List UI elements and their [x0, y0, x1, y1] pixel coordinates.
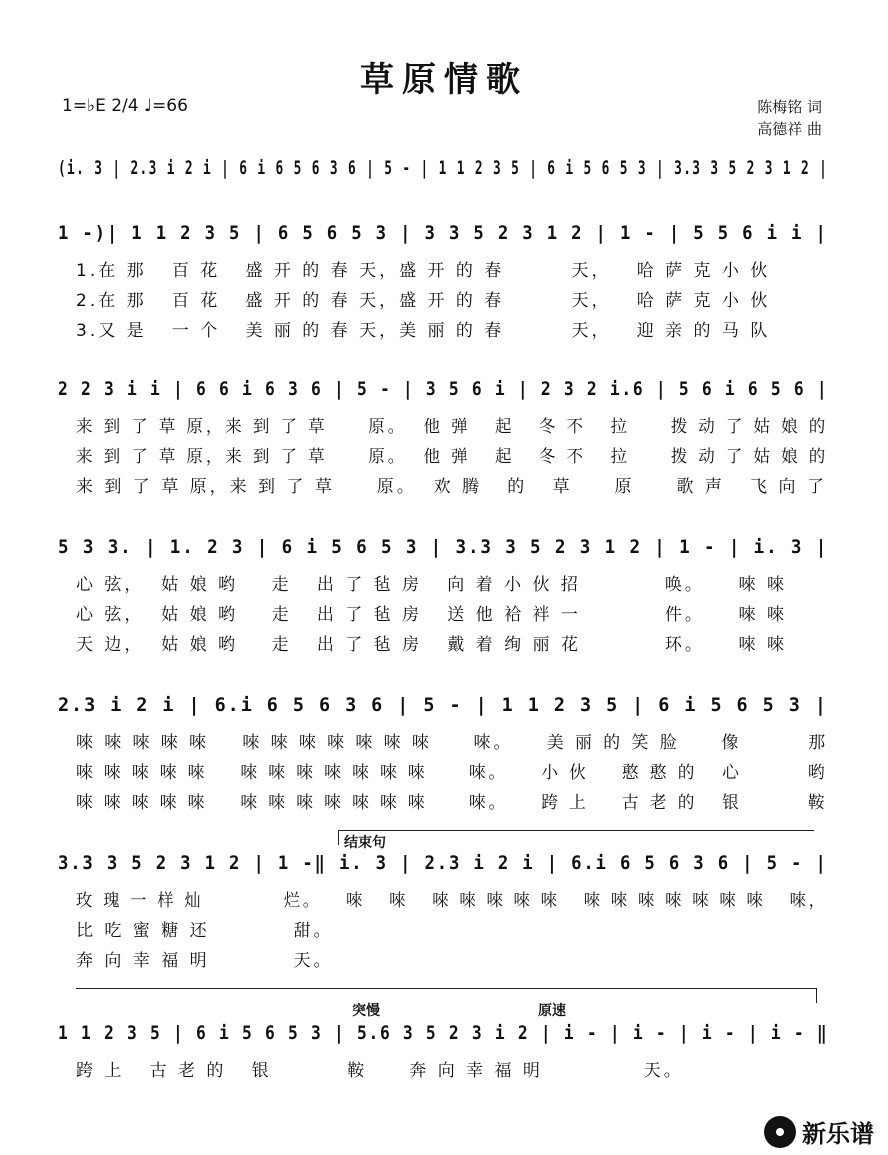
coda-bracket [76, 988, 817, 1003]
notation-line [58, 378, 828, 408]
lyric-verse-2: 2.在 那 百 花 盛 开 的 春 天，盛 开 的 春 天， 哈 萨 克 小 伙 [76, 291, 771, 311]
lyric-verse-2: 比 吃 蜜 糖 还 甜。 [76, 921, 334, 941]
credits [757, 96, 822, 140]
key-signature: 1=♭E 2/4 ♩=66 [62, 96, 188, 116]
lyric-verse-3: 唻 唻 唻 唻 唻 唻 唻 唻 唻 唻 唻 唻 唻。 跨 上 古 老 的 银 鞍 [76, 793, 828, 813]
notes-text: 5 3 3. | 1. 2 3 | 6 i 5 6 5 3 | 3.3 3 5 2 3 1 2 | 1 - | i. 3 | [58, 536, 829, 558]
tempo-marking-original: 原速 [538, 1003, 566, 1019]
lyric-verse-1: 来 到 了 草 原，来 到 了 草 原。 他 弹 起 冬 不 拉 拨 动 了 姑 娘 的 [76, 417, 829, 437]
tempo-marking-slow: 突慢 [352, 1003, 380, 1019]
lyric-verse-2: 来 到 了 草 原，来 到 了 草 原。 他 弹 起 冬 不 拉 拨 动 了 姑 娘 的 [76, 447, 829, 467]
site-logo [764, 1114, 874, 1149]
notation-line [58, 1022, 828, 1052]
ending-bracket [338, 830, 814, 845]
notation-line [58, 852, 828, 882]
lyric-verse-1: 玫 瑰 一 样 灿 烂。 唻 唻 唻 唻 唻 唻 唻 唻 唻 唻 唻 唻 唻 唻 唻， [76, 891, 828, 911]
notes-text: 2 2 3 i i | 6 6 i 6 3 6 | 5 - | 3 5 6 i | 2 3 2 i.6 | 5 6 i 6 5 6 | [58, 378, 829, 400]
lyric-verse-3: 3.又 是 一 个 美 丽 的 春 天，美 丽 的 春 天， 迎 亲 的 马 队 [76, 321, 771, 341]
lyric-verse-3: 奔 向 幸 福 明 天。 [76, 951, 334, 971]
ending-label: 结束句 [344, 835, 386, 851]
composer: 高德祥 曲 [757, 120, 822, 138]
lyric-verse-2: 唻 唻 唻 唻 唻 唻 唻 唻 唻 唻 唻 唻 唻。 小 伙 憨 憨 的 心 哟 [76, 763, 828, 783]
lyric-verse-1: 心 弦， 姑 娘 哟 走 出 了 毡 房 向 着 小 伙 招 唤。 唻 唻 [76, 575, 787, 595]
lyric-verse-3: 天 边， 姑 娘 哟 走 出 了 毡 房 戴 着 绚 丽 花 环。 唻 唻 [76, 635, 787, 655]
lyric-verse-2: 心 弦， 姑 娘 哟 走 出 了 毡 房 送 他 袷 袢 一 件。 唻 唻 [76, 605, 787, 625]
notation-line [58, 222, 828, 252]
lyric-verse-1: 唻 唻 唻 唻 唻 唻 唻 唻 唻 唻 唻 唻 唻。 美 丽 的 笑 脸 像 那 [76, 733, 829, 753]
lyric-verse-1: 跨 上 古 老 的 银 鞍 奔 向 幸 福 明 天。 [76, 1061, 684, 1081]
notes-text: 2.3 i 2 i | 6.i 6 5 6 3 6 | 5 - | 1 1 2 3 5 | 6 i 5 6 5 3 | [58, 694, 828, 716]
song-title: 草原情歌 [360, 60, 528, 100]
lyric-verse-1: 1.在 那 百 花 盛 开 的 春 天，盛 开 的 春 天， 哈 萨 克 小 伙 [76, 261, 771, 281]
notation-line [58, 536, 828, 566]
notes-text: 3.3 3 5 2 3 1 2 | 1 -‖ i. 3 | 2.3 i 2 i | 6.i 6 5 6 3 6 | 5 - | [58, 852, 828, 874]
notes-text: 1 -)| 1 1 2 3 5 | 6 5 6 5 3 | 3 3 5 2 3 1 2 | 1 - | 5 5 6 i i | [58, 222, 828, 244]
notation-line [58, 694, 828, 724]
notes-text: 1 1 2 3 5 | 6 i 5 6 5 3 | 5.6 3 5 2 3 i 2 | i - | i - | i - | i - ‖ [58, 1022, 829, 1044]
notes-text: (i. 3 | 2.3 i 2 i | 6 i 6 5 6 3 6 | 5 - | 1 1 2 3 5 | 6 i 5 6 5 3 | 3.3 3 5 2 3 1 2 | [58, 157, 829, 179]
logo-text: 新乐谱 [802, 1120, 874, 1148]
notation-line [58, 157, 828, 187]
vinyl-disc-icon [764, 1116, 796, 1148]
lyricist: 陈梅铭 词 [757, 98, 822, 116]
lyric-verse-3: 来 到 了 草 原，来 到 了 草 原。 欢 腾 的 草 原 歌 声 飞 向 了 [76, 477, 827, 497]
